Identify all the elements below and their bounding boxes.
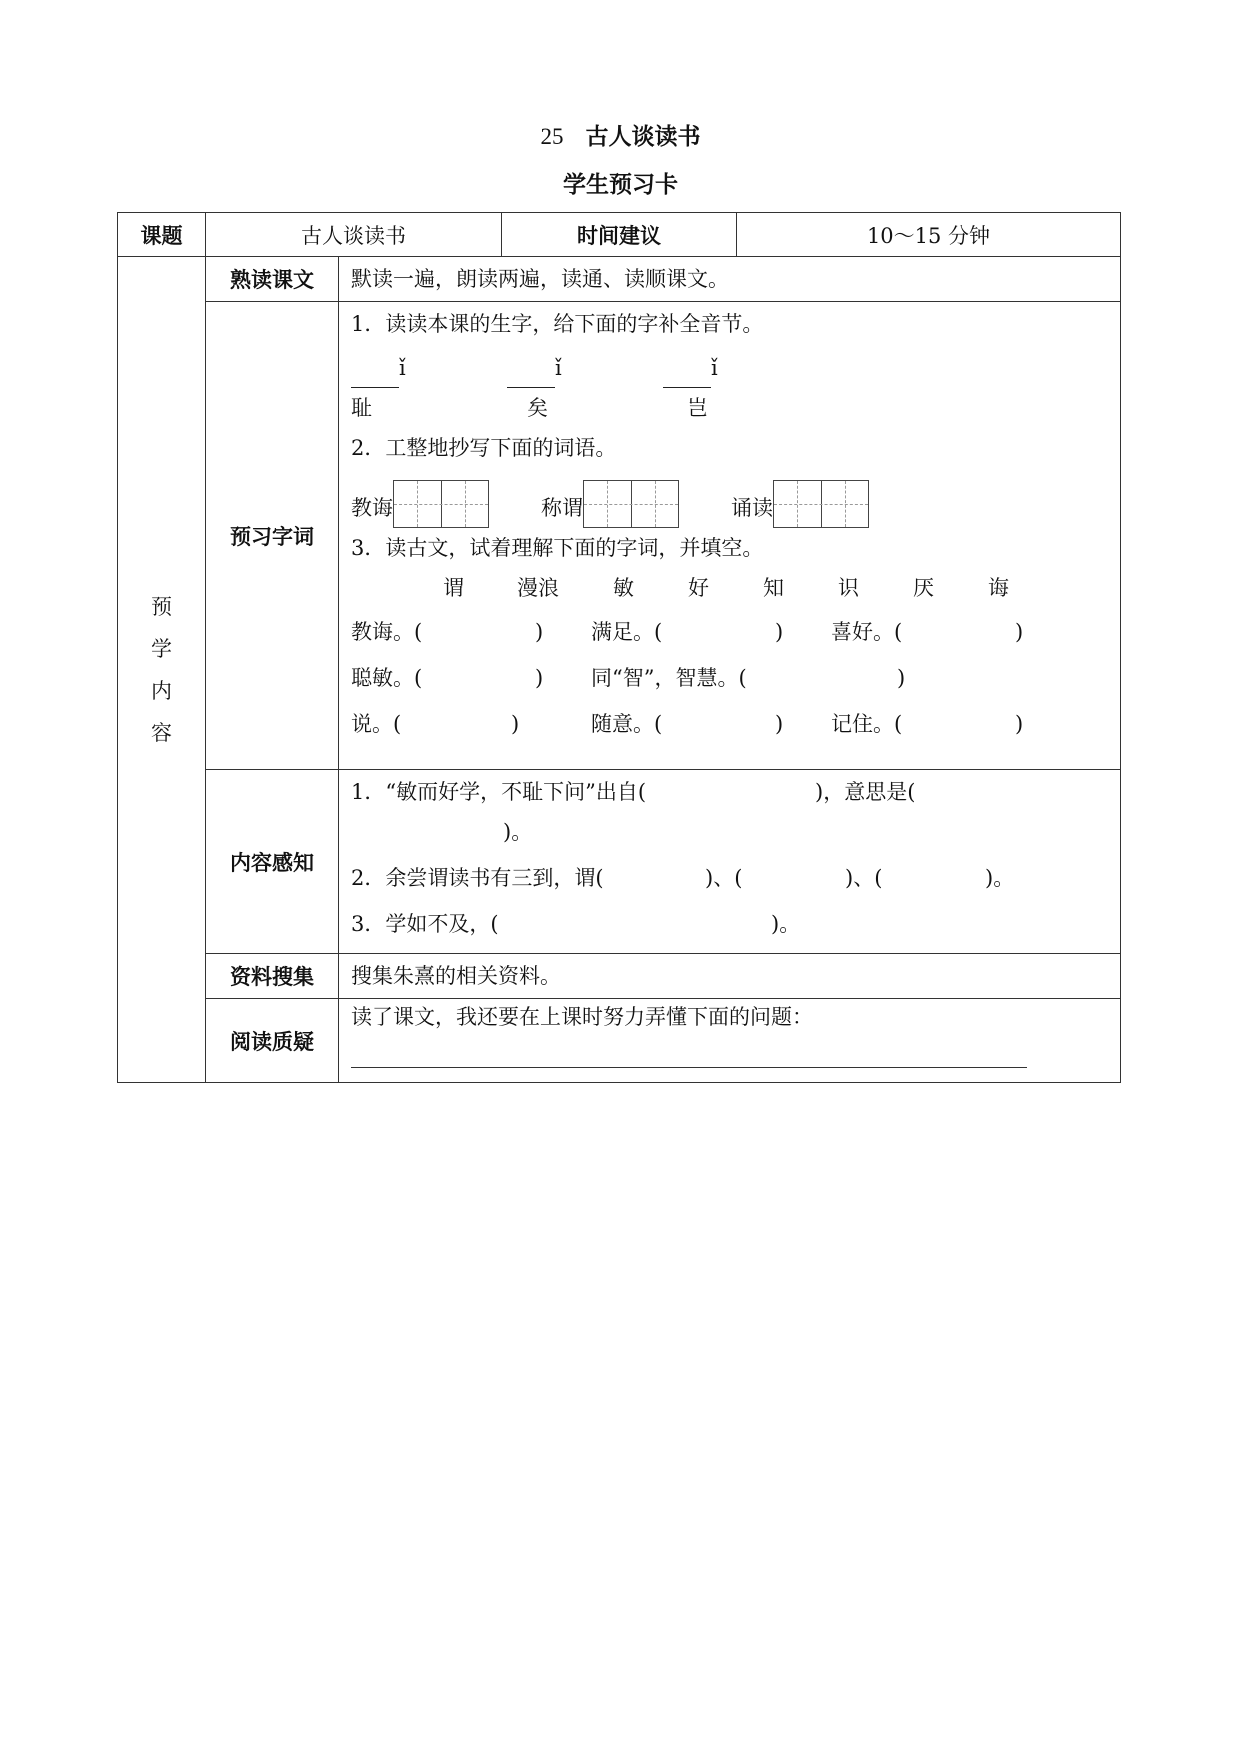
fill-prompt: 满足。( <box>591 620 663 644</box>
fill-close: ) <box>535 666 544 690</box>
content-q2 <box>351 852 1108 898</box>
fill-close: ) <box>535 620 544 644</box>
lesson-number: 25 <box>540 124 564 149</box>
copy-word: 教诲 <box>351 496 393 520</box>
content-q1-cont <box>351 812 1108 852</box>
copy-grid[interactable] <box>773 480 869 528</box>
card-subtitle: 学生预习卡 <box>563 172 678 198</box>
options-row <box>351 568 1108 608</box>
copy-word: 称谓 <box>541 496 583 520</box>
q1-text: )。 <box>503 820 533 844</box>
option-word: 漫浪 <box>517 576 559 600</box>
chars-row <box>351 388 1108 428</box>
fill-prompt: 说。( <box>351 712 402 736</box>
copy-grid[interactable] <box>393 480 489 528</box>
content-q3 <box>351 898 1108 944</box>
option-word: 好 <box>688 576 709 600</box>
fill-close: ) <box>511 712 520 736</box>
fill-close: ) <box>1015 712 1024 736</box>
fill-prompt: 喜好。( <box>831 620 903 644</box>
option-word: 识 <box>838 576 859 600</box>
content-label: 内容感知 <box>206 770 339 954</box>
option-word: 谓 <box>443 576 464 600</box>
option-word: 诲 <box>988 576 1009 600</box>
words-q2: 2．工整地抄写下面的词语。 <box>351 436 617 460</box>
question-cell <box>339 999 1121 1083</box>
read-text: 默读一遍，朗读两遍，读通、读顺课文。 <box>339 257 1121 302</box>
pinyin-blank[interactable] <box>507 359 555 388</box>
fill-row <box>351 652 1108 698</box>
copy-row <box>351 468 1108 528</box>
words-label: 预习字词 <box>206 302 339 770</box>
answer-line[interactable] <box>351 1037 1027 1068</box>
fill-prompt: 记住。( <box>831 712 903 736</box>
collect-label: 资料搜集 <box>206 954 339 999</box>
fill-close: ) <box>1015 620 1024 644</box>
topic-value: 古人谈读书 <box>206 213 502 257</box>
fill-prompt: 聪敏。( <box>351 666 423 690</box>
q2-text: 2．余尝谓读书有三到，谓( <box>351 866 604 890</box>
char: 岂 <box>687 396 708 420</box>
q2-text: )。 <box>985 866 1015 890</box>
side-char: 学 <box>151 636 172 661</box>
time-value: 10～15 分钟 <box>737 213 1121 257</box>
side-char: 内 <box>151 678 172 703</box>
fill-row <box>351 698 1108 744</box>
content-q1 <box>351 772 1108 812</box>
pinyin-blank[interactable] <box>351 359 399 388</box>
option-word: 厌 <box>913 576 934 600</box>
q2-text: )、( <box>705 866 743 890</box>
words-q3: 3．读古文，试着理解下面的字词，并填空。 <box>351 536 764 560</box>
q2-text: )、( <box>845 866 883 890</box>
preview-card-table <box>117 212 1121 1083</box>
fill-close: ) <box>897 666 906 690</box>
side-char: 容 <box>151 720 172 745</box>
collect-text: 搜集朱熹的相关资料。 <box>339 954 1121 999</box>
fill-close: ) <box>775 620 784 644</box>
q1-text: )，意思是( <box>815 780 916 804</box>
option-word: 知 <box>763 576 784 600</box>
words-q1: 1．读读本课的生字，给下面的字补全音节。 <box>351 312 764 336</box>
topic-label: 课题 <box>118 213 206 257</box>
option-word: 敏 <box>613 576 634 600</box>
char: 矣 <box>527 396 548 420</box>
fill-prompt: 随意。( <box>591 712 663 736</box>
question-text: 读了课文，我还要在上课时努力弄懂下面的问题： <box>351 1005 813 1029</box>
content-questions <box>339 770 1121 954</box>
q3-text: )。 <box>771 912 801 936</box>
time-label: 时间建议 <box>502 213 737 257</box>
pinyin-tone: ǐ <box>399 356 406 380</box>
q3-text: 3．学如不及，( <box>351 912 499 936</box>
q1-text: 1．“敏而好学，不耻下问”出自( <box>351 780 647 804</box>
copy-word: 诵读 <box>731 496 773 520</box>
words-content <box>339 302 1121 770</box>
char: 耻 <box>351 396 372 420</box>
side-char: 预 <box>151 594 172 619</box>
pinyin-blank[interactable] <box>663 359 711 388</box>
read-label: 熟读课文 <box>206 257 339 302</box>
side-label <box>118 257 206 1083</box>
pinyin-tone: ǐ <box>711 356 718 380</box>
question-label: 阅读质疑 <box>206 999 339 1083</box>
lesson-title-text: 古人谈读书 <box>585 124 701 150</box>
pinyin-tone: ǐ <box>555 356 562 380</box>
pinyin-row <box>351 344 1108 388</box>
fill-prompt: 教诲。( <box>351 620 423 644</box>
fill-close: ) <box>775 712 784 736</box>
copy-grid[interactable] <box>583 480 679 528</box>
fill-row <box>351 608 1108 652</box>
lesson-title <box>0 118 1241 151</box>
fill-prompt: 同“智”，智慧。( <box>591 666 747 690</box>
